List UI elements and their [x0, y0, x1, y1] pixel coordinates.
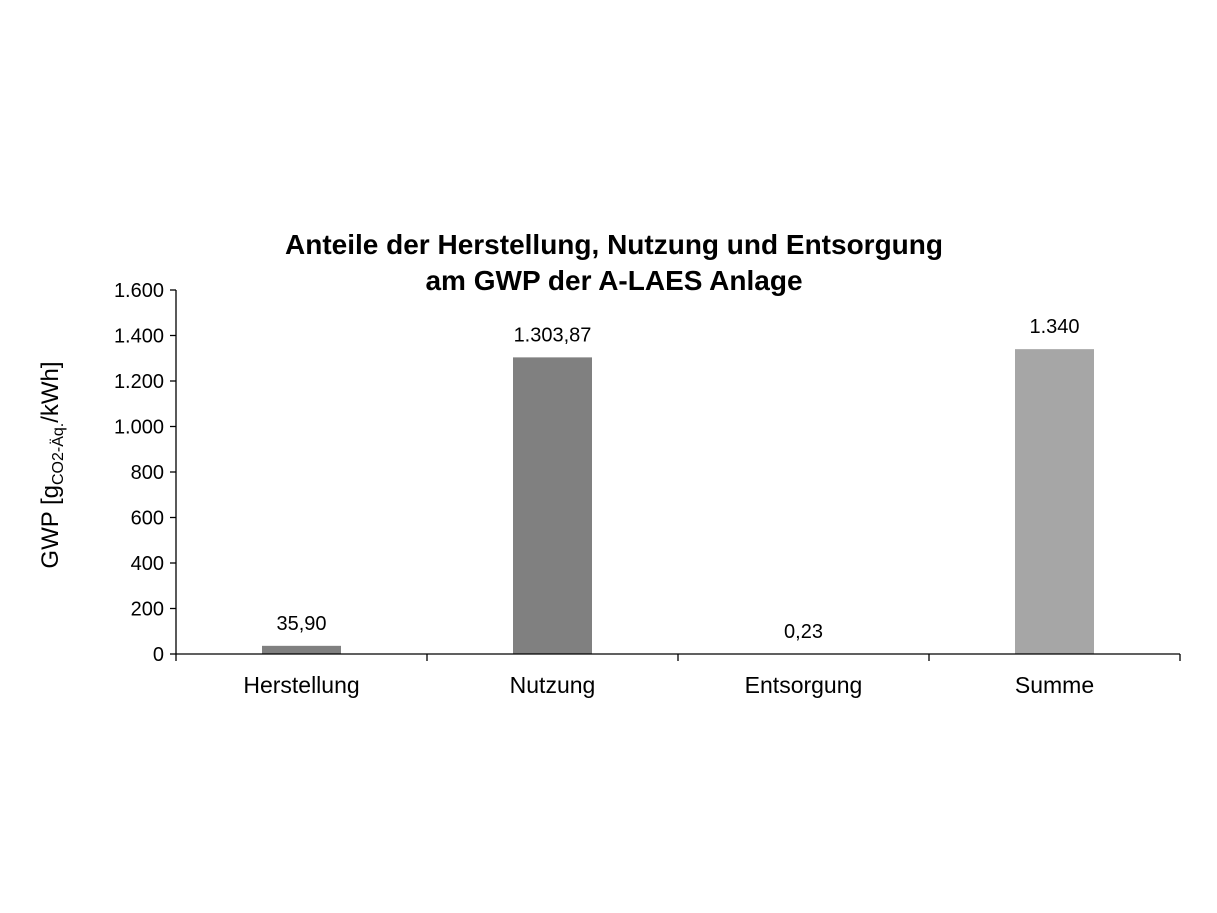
bar-herstellung: [262, 646, 341, 654]
y-tick-label: 800: [130, 462, 164, 484]
data-label-nutzung: 1.303,87: [513, 324, 592, 347]
y-tick-label: 200: [130, 598, 164, 621]
data-label-summe: 1.340: [1029, 316, 1080, 339]
y-axis-ticks: [114, 280, 176, 666]
chart-title-line-2: am GWP der A-LAES Anlage: [425, 265, 803, 296]
y-tick-label: 1.200: [113, 371, 164, 393]
y-tick-label: 0: [152, 644, 164, 666]
x-tick-label: Herstellung: [243, 672, 360, 698]
x-axis-ticks: [176, 654, 1180, 698]
y-axis-title-suffix: /kWh]: [37, 361, 64, 423]
x-tick-label: Nutzung: [509, 672, 596, 698]
y-tick-label: 1.000: [113, 416, 164, 439]
y-tick-label: 600: [130, 507, 164, 530]
bar-summe: [1015, 349, 1094, 654]
chart-title: [285, 229, 943, 296]
x-tick-label: Entsorgung: [744, 672, 863, 698]
y-axis-title-main: GWP [g: [37, 485, 64, 569]
y-tick-label: 400: [130, 553, 164, 575]
chart-title-line-1: Anteile der Herstellung, Nutzung und Entsorgung: [285, 229, 943, 260]
y-tick-label: 1.400: [113, 325, 164, 348]
bar-nutzung: [513, 357, 592, 654]
data-label-entsorgung: 0,23: [784, 620, 823, 643]
data-label-herstellung: 35,90: [276, 612, 327, 635]
y-tick-label: 1.600: [113, 280, 164, 302]
y-axis-title-subscript: CO2-Äq.: [50, 422, 67, 486]
bars: [262, 349, 1094, 654]
data-labels: [276, 316, 1079, 643]
x-tick-label: Summe: [1014, 672, 1095, 698]
y-axis-title: [37, 361, 67, 568]
